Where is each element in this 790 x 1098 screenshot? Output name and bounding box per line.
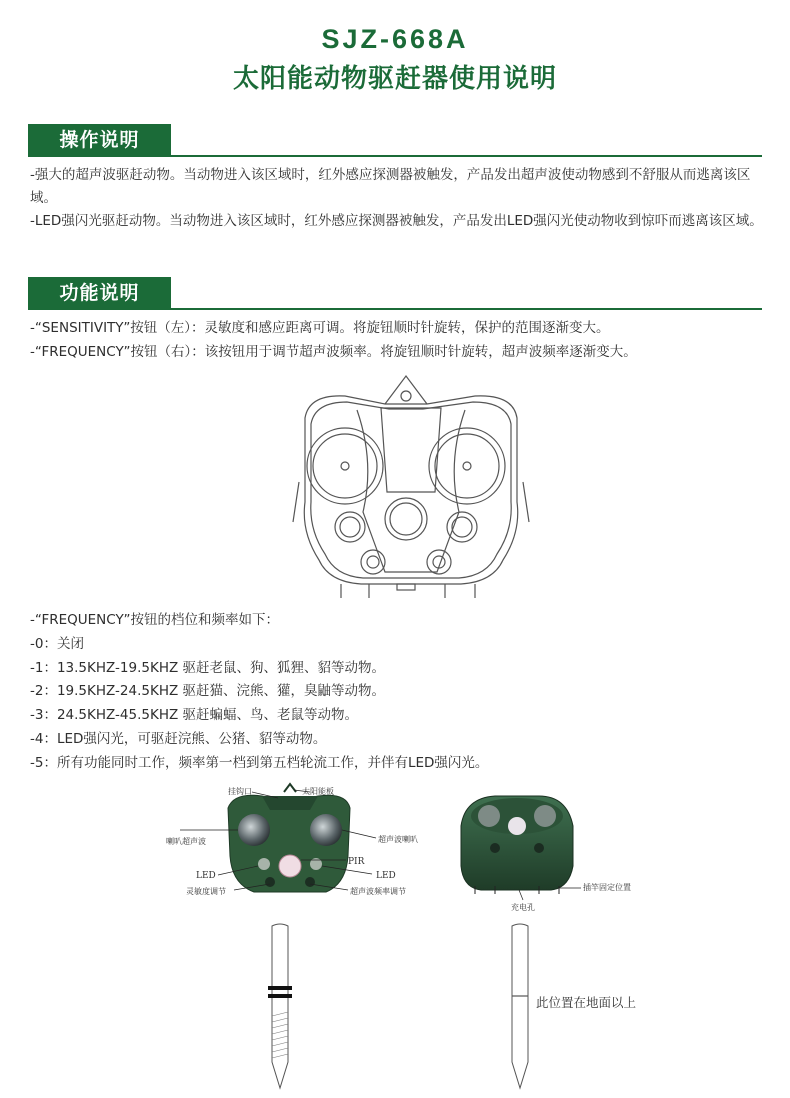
ground-stake-left — [260, 922, 300, 1092]
label-led-right: LED — [376, 871, 396, 881]
function-list — [30, 317, 770, 365]
label-speaker-left: 喇叭超声波 — [166, 837, 206, 846]
frequency-level-2: -2：19.5KHZ-24.5KHZ 驱赶猫、浣熊、獾，臭鼬等动物。 — [30, 683, 386, 700]
label-stake-position: 插竿固定位置 — [583, 883, 631, 892]
device-photo-angled — [455, 786, 655, 916]
label-hook: 挂钩口 — [228, 787, 252, 796]
page-title: 太阳能动物驱赶器使用说明 — [232, 64, 557, 94]
ground-note-label — [530, 990, 660, 1014]
label-sensitivity-knob: 灵敏度调节 — [186, 887, 226, 896]
frequency-intro: -“FREQUENCY”按钮的档位和频率如下： — [30, 612, 279, 628]
frequency-level-5: -5：所有功能同时工作，频率第一档到第五档轮流工作，并伴有LED强闪光。 — [30, 754, 489, 771]
section-heading-function: 功能说明 — [28, 277, 171, 310]
frequency-level-4: -4：LED强闪光，可驱赶浣熊、公猪、貂等动物。 — [30, 730, 327, 747]
label-charge-port: 充电孔 — [511, 903, 535, 912]
model-number: SJZ-668A — [321, 24, 469, 54]
frequency-level-1: -1：13.5KHZ-19.5KHZ 驱赶老鼠、狗、狐狸、貂等动物。 — [30, 659, 386, 676]
label-frequency-knob: 超声波频率调节 — [350, 887, 406, 896]
operation-paragraph-1: -强大的超声波驱赶动物。当动物进入该区域时，红外感应探测器被触发，产品发出超声波使动物感到不舒服从而逃离该区域。 — [30, 167, 751, 206]
frequency-level-0: -0：关闭 — [30, 635, 84, 652]
stake-marker-bottom — [268, 994, 292, 998]
section-rule-function — [28, 308, 762, 310]
label-led-left: LED — [196, 871, 216, 881]
operation-paragraph-2: -LED强闪光驱赶动物。当动物进入该区域时，红外感应探测器被触发，产品发出LED强闪光使动物收到惊吓而逃离该区域。 — [30, 213, 763, 229]
label-pir: PIR — [348, 857, 365, 867]
function-sensitivity-line: -“SENSITIVITY”按钮（左）：灵敏度和感应距离可调。将旋钮顺时针旋转，保护的范围逐渐变大。 — [30, 320, 610, 336]
device-photo-front — [150, 780, 420, 910]
stake-marker-top — [268, 986, 292, 990]
section-rule-operation — [28, 155, 762, 157]
frequency-list — [30, 609, 770, 776]
function-frequency-line: -“FREQUENCY”按钮（右）：该按钮用于调节超声波频率。将旋钮顺时针旋转，超声波频率逐渐变大。 — [30, 343, 637, 360]
label-solar-panel: 太阳能板 — [302, 787, 334, 796]
frequency-level-3: -3：24.5KHZ-45.5KHZ 驱赶蝙蝠、鸟、老鼠等动物。 — [30, 707, 359, 724]
device-line-drawing — [285, 372, 537, 604]
ground-note-text: 此位置在地面以上 — [536, 995, 637, 1010]
section-heading-operation: 操作说明 — [28, 124, 171, 157]
label-speaker-right: 超声波喇叭 — [378, 835, 418, 844]
